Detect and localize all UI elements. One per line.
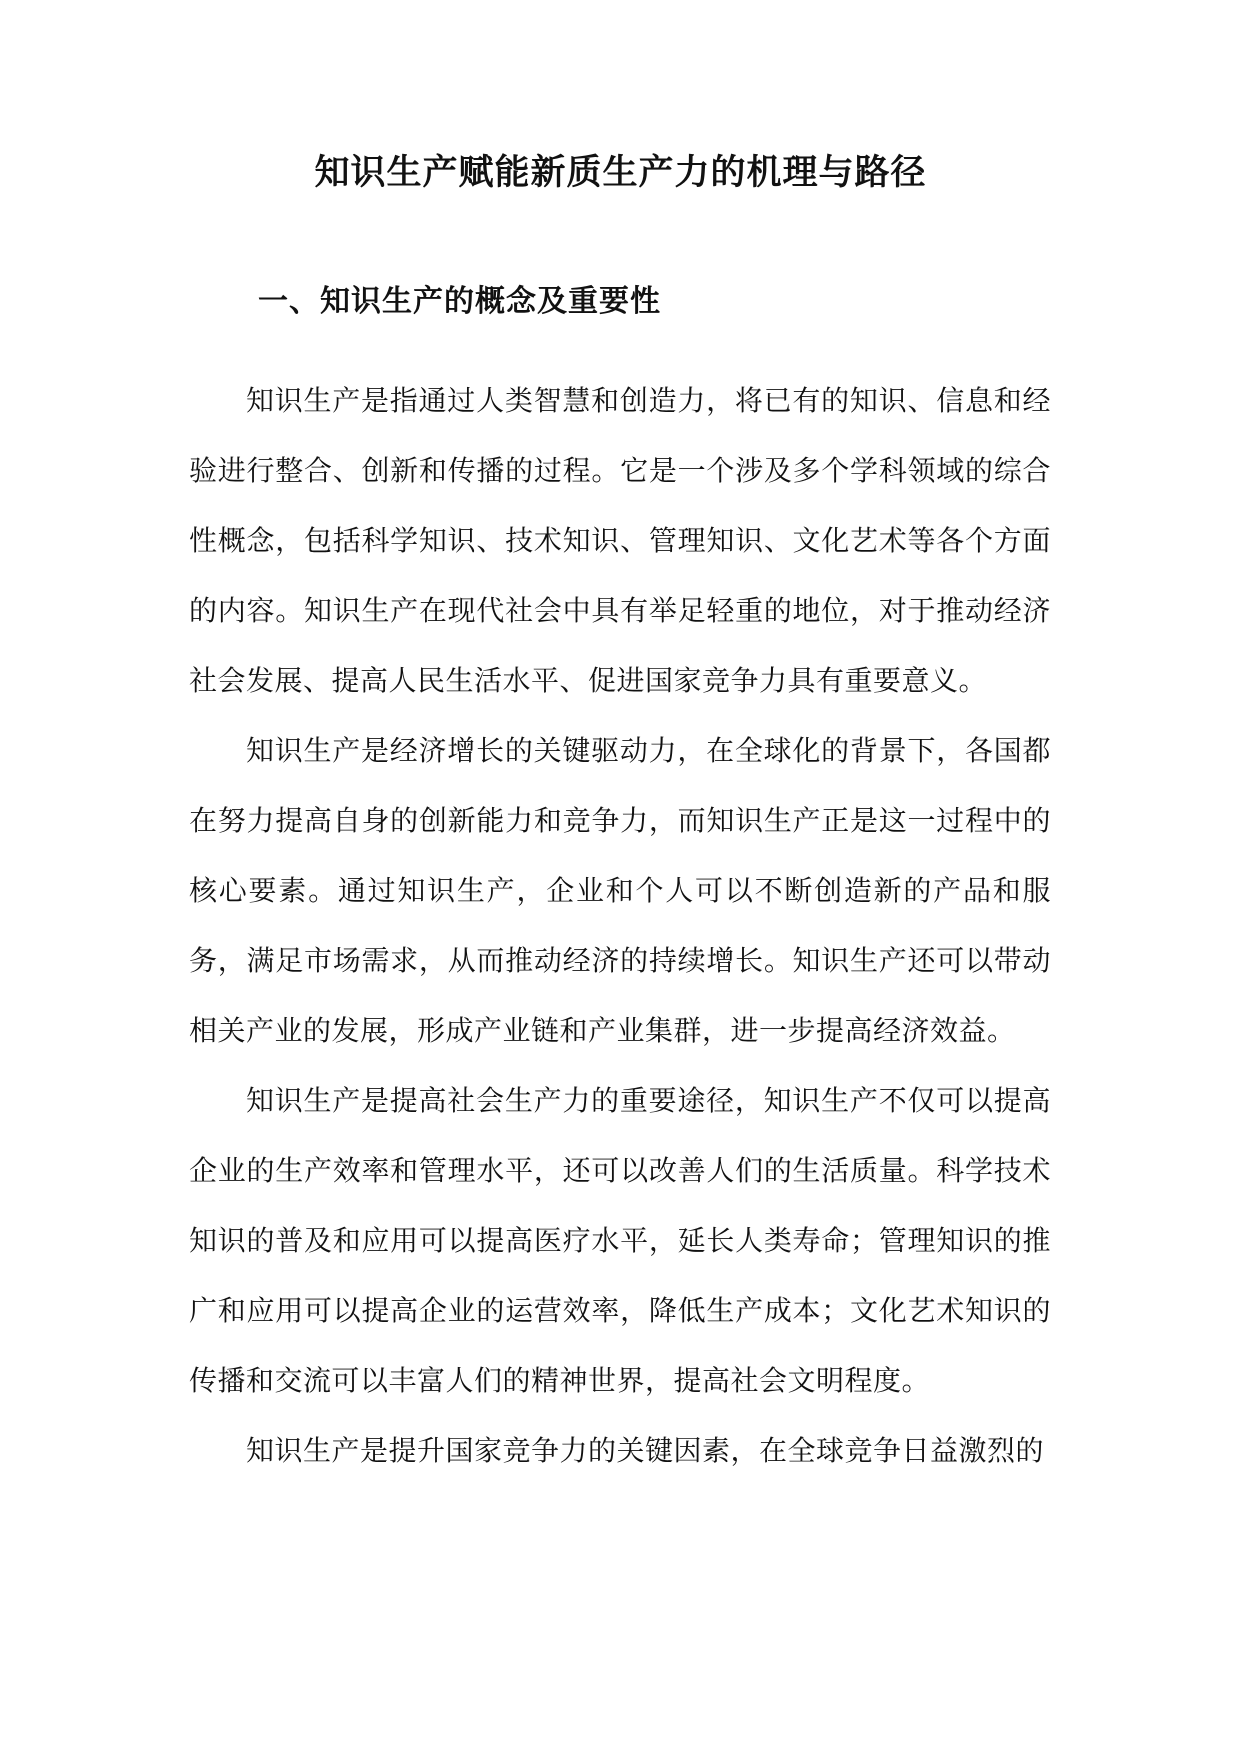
paragraph: 知识生产是提高社会生产力的重要途径，知识生产不仅可以提高企业的生产效率和管理水平，还可以改善人们的生活质量。科学技术知识的普及和应用可以提高医疗水平，延长人类寿命；管理知识的推广和应用可以提高企业的运营效率，降低生产成本；文化艺术知识的传播和交流可以丰富人们的精神世界，提高社会文明程度。 [189, 1084, 1051, 1397]
paragraph: 知识生产是提升国家竞争力的关键因素，在全球竞争日益激烈的 [246, 1434, 1045, 1467]
document-body [189, 366, 1051, 1486]
section-heading: 一、知识生产的概念及重要性 [258, 284, 661, 319]
paragraph: 知识生产是指通过人类智慧和创造力，将已有的知识、信息和经验进行整合、创新和传播的过程。它是一个涉及多个学科领域的综合性概念，包括科学知识、技术知识、管理知识、文化艺术等各个方面的内容。知识生产在现代社会中具有举足轻重的地位，对于推动经济社会发展、提高人民生活水平、促进国家竞争力具有重要意义。 [189, 384, 1051, 697]
paragraph: 知识生产是经济增长的关键驱动力，在全球化的背景下，各国都在努力提高自身的创新能力和竞争力，而知识生产正是这一过程中的核心要素。通过知识生产，企业和个人可以不断创造新的产品和服务，满足市场需求，从而推动经济的持续增长。知识生产还可以带动相关产业的发展，形成产业链和产业集群，进一步提高经济效益。 [189, 734, 1051, 1047]
document-title: 知识生产赋能新质生产力的机理与路径 [314, 152, 927, 193]
